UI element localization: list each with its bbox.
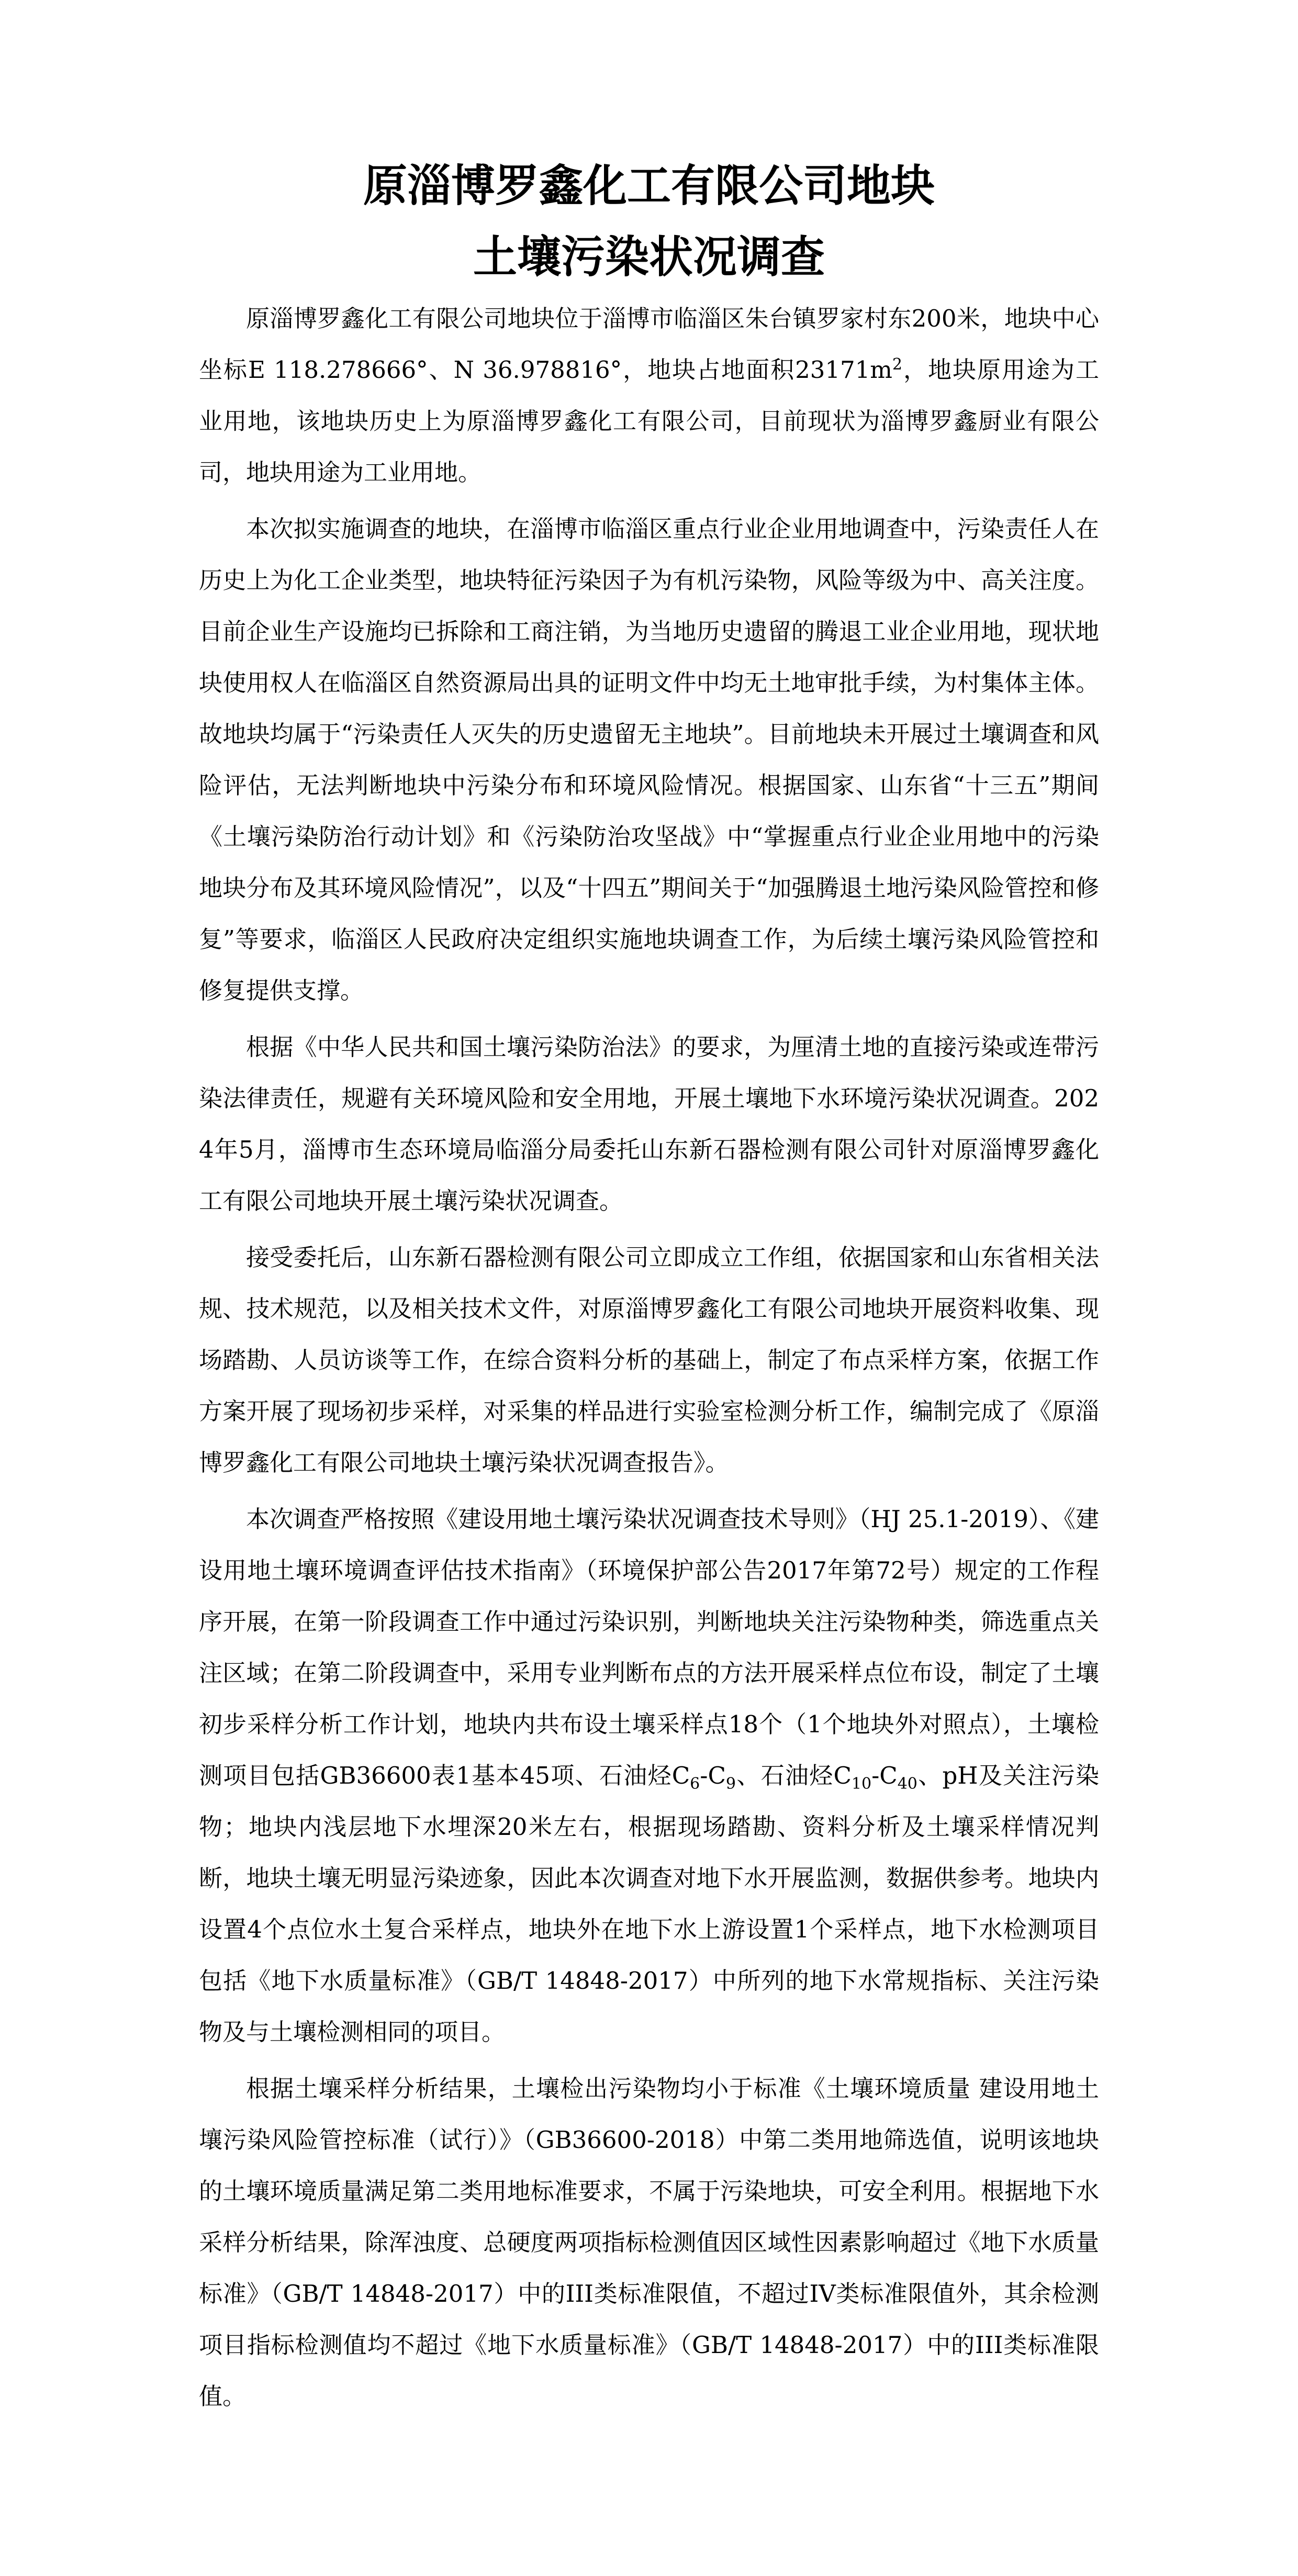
- subscript-c6: 6: [690, 1775, 700, 1793]
- methodology-text-1: 本次调查严格按照《建设用地土壤污染状况调查技术导则》（HJ 25.1-2019）、《建设用地土壤环境调查评估技术指南》（环境保护部公告2017年第72号）规定的工作程序开展，在第一阶段调查工作中通过污染识别，判断地块关注污染物种类，筛选重点关注区域；在第二阶段调查中，采用专业判断布点的方法开展采样点位布设，制定了土壤初步采样分析工作计划，地块内共布设土壤采样点18个（1个地块外对照点），土壤检测项目包括GB36600表1基本45项、石油烃C: [199, 1505, 1099, 1789]
- document-body: [199, 293, 1099, 2427]
- document-title-line2: 土壤污染状况调查: [473, 231, 825, 283]
- methodology-text-5: 、pH及关注污染物；地块内浅层地下水埋深20米左右，根据现场踏勘、资料分析及土壤采样情况判断，地块土壤无明显污染迹象，因此本次调查对地下水开展监测，数据供参考。地块内设置4个点位水土复合采样点，地块外在地下水上游设置1个采样点，地下水检测项目包括《地下水质量标准》（GB/T 14848-2017）中所列的地下水常规指标、关注污染物及与土壤检测相同的项目。: [199, 1762, 1099, 2046]
- paragraph-location-text-a: 原淄博罗鑫化工有限公司地块位于淄博市临淄区朱台镇罗家村东200米，地块中心坐标E 118.278666°、N 36.978816°，地块占地面积23171m: [199, 305, 1099, 384]
- paragraph-methodology: [199, 1494, 1099, 2058]
- methodology-text-3: 、石油烃C: [735, 1762, 852, 1789]
- methodology-text-2: -C: [700, 1762, 726, 1789]
- subscript-c40: 40: [897, 1775, 917, 1793]
- subscript-c10: 10: [851, 1775, 872, 1793]
- paragraph-conclusion: 根据土壤采样分析结果，土壤检出污染物均小于标准《土壤环境质量 建设用地土壤污染风险管控标准（试行）》（GB36600-2018）中第二类用地筛选值，说明该地块的土壤环境质量满足第二类用地标准要求，不属于污染地块，可安全利用。根据地下水采样分析结果，除浑浊度、总硬度两项指标检测值因区域性因素影响超过《地下水质量标准》（GB/T 14848-2017）中的III类标准限值，不超过IV类标准限值外，其余检测项目指标检测值均不超过《地下水质量标准》（GB/T 14848-2017）中的III类标准限值。: [199, 2075, 1099, 2410]
- paragraph-location-text-b: ，地块原用途为工业用地，该地块历史上为原淄博罗鑫化工有限公司，目前现状为淄博罗鑫厨业有限公司，地块用途为工业用地。: [199, 356, 1099, 486]
- area-unit-superscript: 2: [892, 355, 903, 374]
- subscript-c9: 9: [725, 1775, 736, 1793]
- paragraph-location: [199, 293, 1099, 498]
- paragraph-legal-basis: 根据《中华人民共和国土壤污染防治法》的要求，为厘清土地的直接污染或连带污染法律责任，规避有关环境风险和安全用地，开展土壤地下水环境污染状况调查。2024年5月，淄博市生态环境局临淄分局委托山东新石器检测有限公司针对原淄博罗鑫化工有限公司地块开展土壤污染状况调查。: [199, 1033, 1099, 1215]
- paragraph-background: 本次拟实施调查的地块，在淄博市临淄区重点行业企业用地调查中，污染责任人在历史上为化工企业类型，地块特征污染因子为有机污染物，风险等级为中、高关注度。目前企业生产设施均已拆除和工商注销，为当地历史遗留的腾退工业企业用地，现状地块使用权人在临淄区自然资源局出具的证明文件中均无土地审批手续，为村集体主体。故地块均属于“污染责任人灭失的历史遗留无主地块”。目前地块未开展过土壤调查和风险评估，无法判断地块中污染分布和环境风险情况。根据国家、山东省“十三五”期间《土壤污染防治行动计划》和《污染防治攻坚战》中“掌握重点行业企业用地中的污染地块分布及其环境风险情况”，以及“十四五”期间关于“加强腾退土地污染风险管控和修复”等要求，临淄区人民政府决定组织实施地块调查工作，为后续土壤污染风险管控和修复提供支撑。: [199, 515, 1099, 1004]
- document-title-line1: 原淄博罗鑫化工有限公司地块: [363, 160, 935, 211]
- methodology-text-4: -C: [871, 1762, 898, 1789]
- paragraph-work-process: 接受委托后，山东新石器检测有限公司立即成立工作组，依据国家和山东省相关法规、技术规范，以及相关技术文件，对原淄博罗鑫化工有限公司地块开展资料收集、现场踏勘、人员访谈等工作，在综合资料分析的基础上，制定了布点采样方案，依据工作方案开展了现场初步采样，对采集的样品进行实验室检测分析工作，编制完成了《原淄博罗鑫化工有限公司地块土壤污染状况调查报告》。: [199, 1244, 1099, 1476]
